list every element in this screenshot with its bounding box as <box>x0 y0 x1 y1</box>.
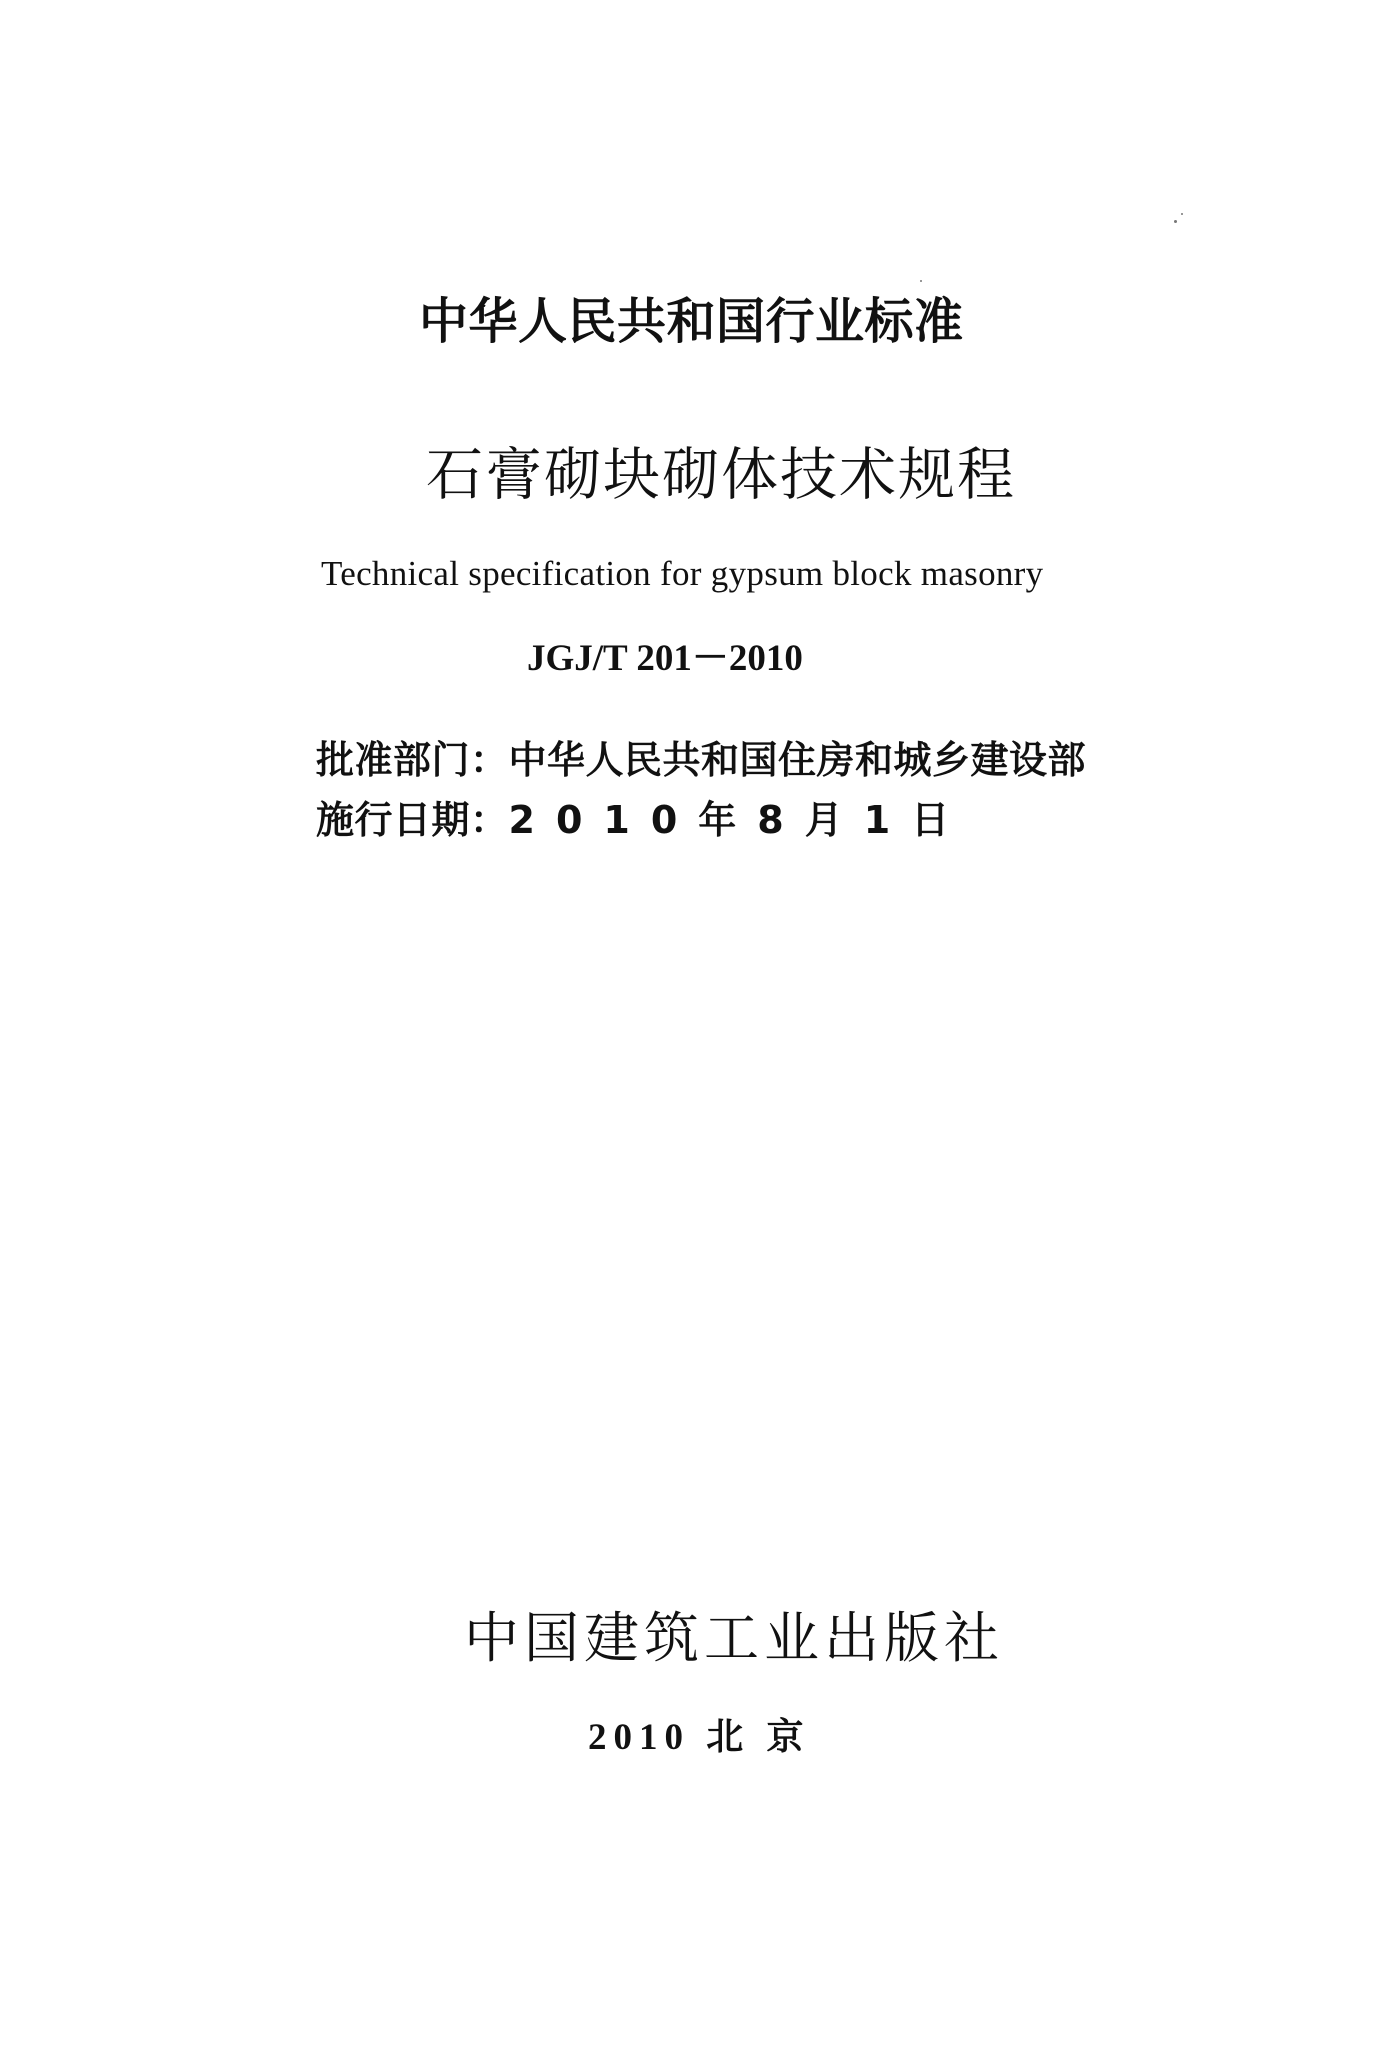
publication-year-place: 2010 北 京 <box>588 1717 811 1758</box>
effective-date-row <box>316 798 971 842</box>
effective-date-value: 2010年8月1日 <box>508 798 971 842</box>
effective-date-label: 施行日期： <box>316 798 509 842</box>
approval-department-row <box>316 738 1087 782</box>
standard-code: JGJ/T 201－2010 <box>527 638 803 679</box>
publisher-name: 中国建筑工业出版社 <box>464 1606 1005 1670</box>
scan-speck <box>920 280 922 282</box>
document-title-chinese: 石膏砌块砌体技术规程 <box>426 442 1016 508</box>
approval-department-value: 中华人民共和国住房和城乡建设部 <box>508 738 1087 782</box>
scan-speck <box>1181 213 1183 215</box>
standard-category: 中华人民共和国行业标准 <box>419 293 964 350</box>
scan-speck <box>1174 220 1177 223</box>
document-title-english: Technical specification for gypsum block masonry <box>321 554 1044 593</box>
approval-department-label: 批准部门： <box>316 738 509 782</box>
